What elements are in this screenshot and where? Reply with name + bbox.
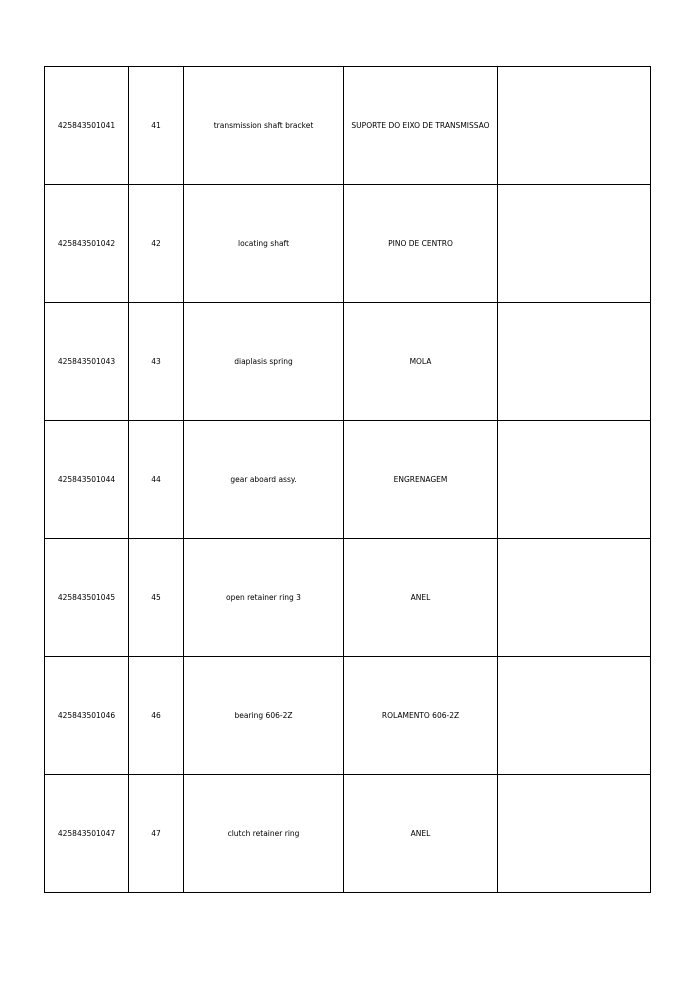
table-row — [45, 657, 651, 775]
table-row — [45, 539, 651, 657]
portuguese-name-cell: MOLA — [344, 303, 498, 421]
portuguese-name-cell: ENGRENAGEM — [344, 421, 498, 539]
table-row — [45, 185, 651, 303]
remarks-cell — [498, 775, 651, 893]
item-number-cell: 47 — [129, 775, 184, 893]
portuguese-name-cell: PINO DE CENTRO — [344, 185, 498, 303]
part-code-cell: 425843501041 — [45, 67, 129, 185]
remarks-cell — [498, 657, 651, 775]
english-name-cell: gear aboard assy. — [184, 421, 344, 539]
remarks-cell — [498, 303, 651, 421]
english-name-cell: transmission shaft bracket — [184, 67, 344, 185]
part-code-cell: 425843501045 — [45, 539, 129, 657]
item-number-cell: 45 — [129, 539, 184, 657]
table-row — [45, 303, 651, 421]
table-row — [45, 775, 651, 893]
portuguese-name-cell: ANEL — [344, 775, 498, 893]
remarks-cell — [498, 67, 651, 185]
portuguese-name-cell: SUPORTE DO EIXO DE TRANSMISSAO — [344, 67, 498, 185]
english-name-cell: diaplasis spring — [184, 303, 344, 421]
part-code-cell: 425843501042 — [45, 185, 129, 303]
part-code-cell: 425843501047 — [45, 775, 129, 893]
remarks-cell — [498, 539, 651, 657]
table-row — [45, 421, 651, 539]
item-number-cell: 43 — [129, 303, 184, 421]
table-row — [45, 67, 651, 185]
item-number-cell: 42 — [129, 185, 184, 303]
english-name-cell: locating shaft — [184, 185, 344, 303]
part-code-cell: 425843501043 — [45, 303, 129, 421]
portuguese-name-cell: ANEL — [344, 539, 498, 657]
parts-table — [44, 66, 651, 893]
remarks-cell — [498, 185, 651, 303]
english-name-cell: clutch retainer ring — [184, 775, 344, 893]
portuguese-name-cell: ROLAMENTO 606-2Z — [344, 657, 498, 775]
part-code-cell: 425843501044 — [45, 421, 129, 539]
item-number-cell: 46 — [129, 657, 184, 775]
english-name-cell: open retainer ring 3 — [184, 539, 344, 657]
item-number-cell: 41 — [129, 67, 184, 185]
part-code-cell: 425843501046 — [45, 657, 129, 775]
remarks-cell — [498, 421, 651, 539]
item-number-cell: 44 — [129, 421, 184, 539]
english-name-cell: bearing 606-2Z — [184, 657, 344, 775]
